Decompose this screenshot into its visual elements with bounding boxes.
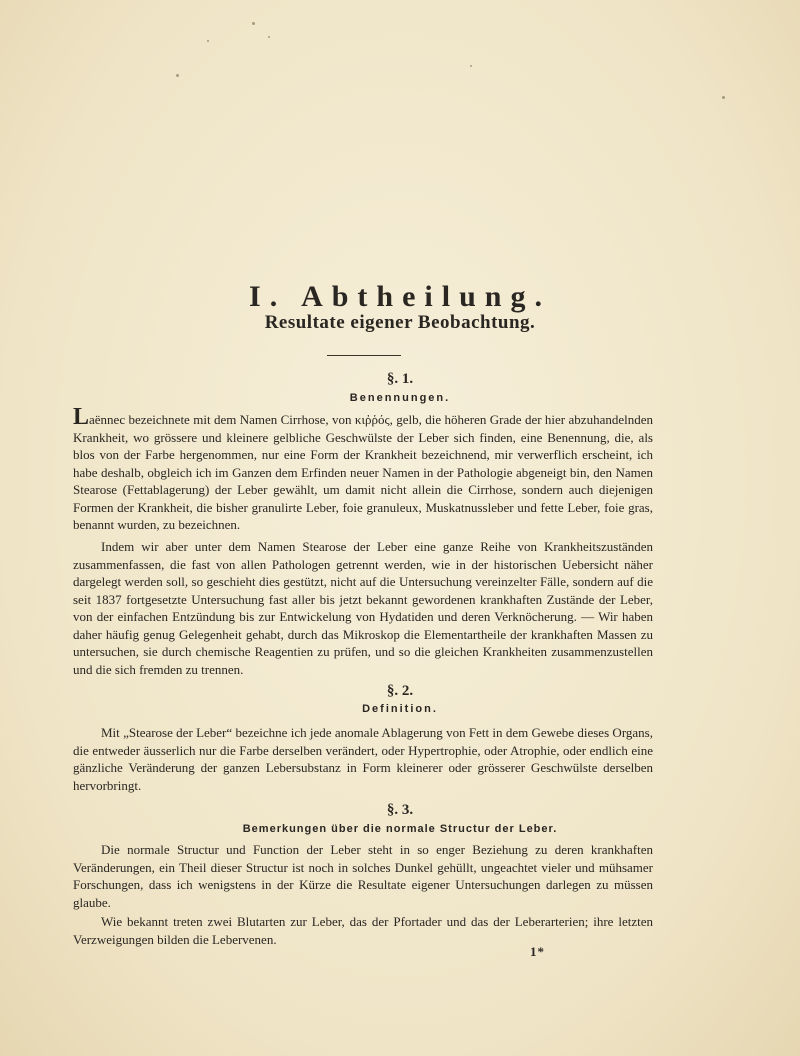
- section-heading: Benennungen.: [349, 392, 451, 404]
- section-number: §. 3.: [386, 802, 414, 818]
- paper-speck: [722, 96, 725, 99]
- paragraph: Mit „Stearose der Leber“ bezeichne ich jede anomale Ablagerung von Fett in dem Gewebe dieses Organs, die entweder äusserlich nur die Farbe derselben verändert, oder Hypertrophie, oder Atrophie, oder endlich eine gänzliche Veränderung der ganzen Lebersubstanz in Form kleinerer oder grösserer Geschwülste derselben hervorbringt.: [73, 725, 653, 793]
- part-subtitle: Resultate eigener Beobachtung.: [264, 312, 536, 333]
- drop-cap: L: [73, 404, 90, 430]
- paragraph: Die normale Structur und Function der Leber steht in so enger Beziehung zu deren krankhaften Veränderungen, ein Theil dieser Structur ist noch in solches Dunkel gehüllt, ungeachtet vieler und mühsamer Forschungen, dass ich wenigstens in der Kürze die Resultate eigener Untersuchungen darlegen zu müssen glaube.: [73, 842, 653, 910]
- section-number: §. 1.: [386, 371, 414, 387]
- title-divider: [327, 355, 401, 356]
- paragraph: [73, 404, 653, 534]
- section-heading: Definition.: [362, 703, 438, 715]
- paragraph: Indem wir aber unter dem Namen Stearose der Leber eine ganze Reihe von Krankheitszuständen zusammenfassen, die fast von allen Pathologen getrennt werden, wie in der historischen Uebersicht näher dargelegt werden soll, so geschieht dies gestützt, nicht auf die Untersuchung vereinzelter Fälle, sondern auf die seit 1837 fortgesetzte Untersuchung fast aller bis jetzt bekannt gewordenen krankhaften Zustände der Leber, von der einfachen Entzündung bis zur Entwickelung von Hydatiden und deren Verknöcherung. — Wir haben daher häufig genug Gelegenheit gehabt, durch das Mikroskop die Elementartheile der krankhaften Massen zu untersuchen, sie durch chemische Reagentien zu prüfen, und so die gleichen Krankheiten zusammenzustellen und die sich fremden zu trennen.: [73, 539, 653, 677]
- section-heading: Bemerkungen über die normale Structur der Leber.: [242, 823, 558, 835]
- paragraph: Wie bekannt treten zwei Blutarten zur Leber, das der Pfortader und das der Leberarterien; ihre letzten Verzweigungen bilden die Lebervenen.: [73, 914, 653, 947]
- paper-speck: [470, 65, 472, 67]
- paper-speck: [207, 40, 209, 42]
- signature-mark: 1*: [530, 944, 545, 959]
- paper-speck: [252, 22, 255, 25]
- paper-speck: [176, 74, 179, 77]
- paragraph-text: aënnec bezeichnete mit dem Namen Cirrhose, von κιῤῥός, gelb, die höheren Grade der hier abzuhandelnden Krankheit, wo grössere und kleinere gelbliche Geschwülste der Leber sich finden, eine Benennung, die, als blos von der Farbe hergenommen, nur eine Form der Krankheit bezeichnend, mir verwerflich erscheint, ich habe deshalb, obgleich ich im Ganzen dem Erfinden neuer Namen in der Pathologie abgeneigt bin, den Namen Stearose (Fettablagerung) der Leber gewählt, um damit nicht allein die Cirrhose, sondern auch diejenigen Formen der Krankheit, die bisher granulirte Leber, foie granuleux, Muskatnussleber und fette Leber, foie gras, benannt wurden, zu bezeichnen.: [73, 412, 653, 532]
- section-number: §. 2.: [386, 683, 414, 699]
- part-title: I. Abtheilung.: [249, 280, 551, 313]
- paper-speck: [268, 36, 270, 38]
